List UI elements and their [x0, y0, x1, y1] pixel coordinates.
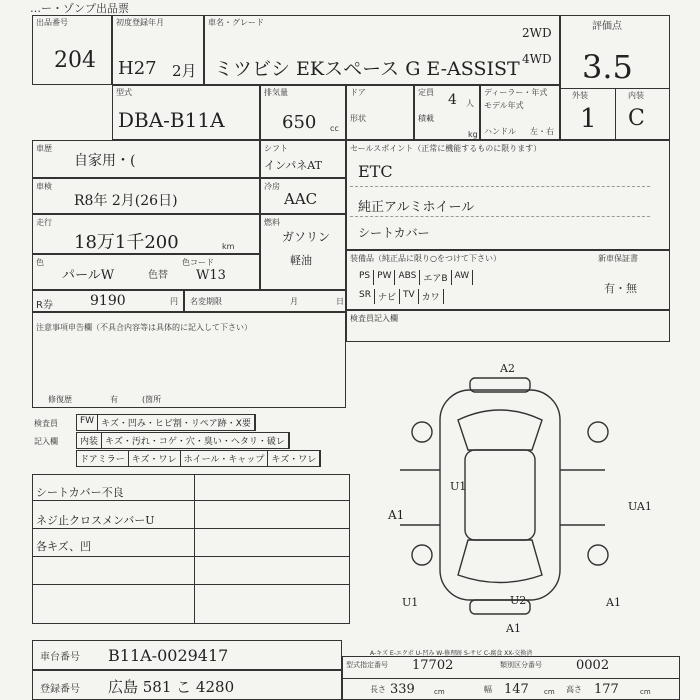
selling-item-2: 純正アルミホイール: [358, 200, 475, 215]
inspector-mirror-items: キズ・ワレ: [129, 451, 181, 466]
equip-leather: カワ: [419, 289, 444, 304]
aircon-value: AAC: [284, 190, 318, 208]
first-reg-month: 2月: [172, 62, 197, 80]
cert-value: 17702: [412, 658, 454, 673]
shape-label: 形状: [350, 114, 366, 123]
equip-navi: ナビ: [375, 289, 400, 304]
comment-2: ネジ止クロスメンバーU: [36, 514, 155, 527]
damage-legend: A-キズ E-エクボ U-凹み W-修理跡 S-サビ C-腐食 XX-交換済: [370, 650, 533, 657]
fuel-value: ガソリン: [282, 230, 331, 244]
mark-u1-door: U1: [450, 480, 467, 493]
dealer-label: ディーラー・年式: [484, 88, 548, 97]
inspector-fw: FW: [77, 415, 98, 430]
inspection-label: 車検: [36, 182, 52, 191]
warranty-value: 有・無: [604, 282, 637, 295]
width-value: 147: [504, 682, 529, 697]
length-label: 長さ: [370, 685, 386, 694]
comment-3: 各キズ、凹: [36, 540, 92, 553]
type-label: 型式: [116, 88, 132, 97]
width-label: 幅: [484, 685, 492, 694]
color-label: 色: [36, 258, 44, 267]
cert-label: 型式指定番号: [346, 661, 388, 669]
wheel-fl: [412, 422, 432, 442]
length-value: 339: [390, 682, 415, 697]
type-value: DBA-B11A: [118, 108, 225, 132]
exterior-label: 外装: [572, 91, 588, 100]
height-label: 高さ: [566, 685, 582, 694]
mark-a2: A2: [500, 362, 515, 375]
inspector-fw-items: キズ・凹み・ヒビ割・リペア跡・X要: [98, 415, 255, 430]
drive-4wd: 4WD: [522, 52, 552, 66]
registration-value: 広島 581 こ 4280: [108, 678, 235, 696]
equipment-row-1: [356, 270, 473, 285]
inspector-interior: 内装: [77, 433, 102, 448]
displacement-label: 排気量: [264, 88, 288, 97]
registration-label: 登録番号: [40, 684, 80, 695]
inspector-row-3: [76, 450, 321, 467]
model-name: ミツビシ EKスペース G E-ASSIST: [214, 58, 520, 80]
width-unit: cm: [544, 688, 555, 696]
mark-u2: U2: [510, 594, 527, 607]
usage-value: 自家用・(: [74, 153, 136, 169]
height-value: 177: [594, 682, 619, 697]
wheel-rr: [588, 545, 608, 565]
inspector-label-2: 記入欄: [34, 437, 58, 446]
equip-airbag: エアB: [420, 270, 451, 285]
mark-a1-rear-right: A1: [606, 596, 621, 609]
mark-ua1-right: UA1: [628, 500, 652, 513]
repair-place: (箇所: [142, 395, 162, 404]
equip-ps: PS: [356, 270, 374, 285]
load-label: 積載: [418, 114, 434, 123]
handle-label: ハンドル: [484, 127, 516, 136]
equip-sr: SR: [356, 289, 375, 304]
load-unit: kg: [468, 130, 478, 139]
comment-1: シートカバー不良: [36, 486, 124, 499]
name-change-month: 月: [290, 297, 298, 306]
color-value: パールW: [62, 268, 115, 283]
wheel-fr: [588, 422, 608, 442]
displacement-value: 650: [282, 112, 317, 133]
model-year-label: モデル年式: [484, 101, 524, 110]
notes-label: 注意事項申告欄（不具合内容等は具体的に記入して下さい）: [36, 323, 252, 332]
inspector-row-1: [76, 414, 256, 431]
color-code: W13: [196, 268, 226, 283]
shift-value: インパネAT: [264, 159, 322, 172]
score-value: 3.5: [582, 48, 633, 86]
mileage-label: 走行: [36, 218, 52, 227]
color-code-label: 色コード: [182, 258, 214, 267]
selling-item-1: ETC: [358, 162, 393, 181]
interior-score: C: [628, 106, 645, 131]
class-value: 0002: [576, 658, 610, 673]
height-unit: cm: [640, 688, 651, 696]
inspector-mirror: ドアミラー: [77, 451, 129, 466]
color-change-label: 色替: [148, 270, 168, 281]
mark-a1-left: A1: [388, 508, 405, 522]
inspection-value: R8年 2月(26日): [74, 193, 178, 209]
usage-label: 車歴: [36, 144, 52, 153]
interior-label: 内装: [628, 91, 644, 100]
warranty-label: 新車保証書: [598, 254, 638, 263]
chassis-label: 車台番号: [40, 652, 80, 663]
chassis-value: B11A-0029417: [108, 646, 229, 665]
car-windshield: [458, 410, 542, 450]
inspector-wheel: ホイール・キャップ: [181, 451, 269, 466]
mileage-unit: km: [222, 242, 235, 251]
exterior-score: 1: [580, 104, 597, 134]
auction-title: …ー・ゾンプ出品票: [30, 2, 129, 15]
displacement-unit: cc: [330, 124, 339, 133]
inspector-wheel-items: キズ・ワレ: [268, 451, 320, 466]
equip-pw: PW: [374, 270, 395, 285]
capacity-label: 定員: [418, 88, 434, 97]
recycle-label: R券: [36, 300, 53, 311]
car-roof: [465, 450, 535, 540]
car-rear-glass: [458, 540, 542, 583]
name-change-day: 日: [336, 297, 344, 306]
lot-number: 204: [54, 48, 96, 73]
equipment-row-2: [356, 289, 444, 304]
class-label: 類別区分番号: [500, 661, 542, 669]
repair-label: 修復歴: [48, 395, 72, 404]
fuel-alt: 軽油: [290, 254, 312, 267]
first-reg-year: H27: [118, 58, 157, 79]
drive-2wd: 2WD: [522, 26, 552, 40]
mark-u1-rear: U1: [402, 596, 419, 609]
first-reg-label: 初度登録年月: [116, 18, 164, 27]
inspector-row-2: [76, 432, 290, 449]
wheel-rl: [412, 545, 432, 565]
selling-label: セールスポイント（正常に機能するものに限ります）: [350, 144, 542, 153]
capacity-unit: 人: [466, 99, 474, 108]
model-label: 車名・グレード: [208, 18, 264, 27]
score-label: 評価点: [592, 21, 622, 32]
owner-input-label: 検査員記入欄: [350, 314, 398, 323]
selling-item-3: シートカバー: [358, 226, 430, 240]
equip-aw: AW: [452, 270, 474, 285]
mileage-value: 18万1千200: [74, 232, 179, 253]
repair-value: 有: [110, 395, 118, 404]
recycle-unit: 円: [170, 297, 178, 306]
equipment-label: 装備品（純正品に限り○をつけて下さい）: [350, 254, 501, 263]
shift-label: シフト: [264, 144, 288, 153]
capacity-value: 4: [448, 92, 457, 108]
door-label: ドア: [350, 88, 366, 97]
lot-label: 出品番号: [36, 18, 68, 27]
usage-box: [32, 140, 260, 178]
mark-a1-rear: A1: [506, 622, 521, 635]
recycle-value: 9190: [90, 293, 126, 309]
inspector-interior-items: キズ・汚れ・コゲ・穴・臭い・ヘタリ・破レ: [102, 433, 289, 448]
fuel-label: 燃料: [264, 218, 280, 227]
length-unit: cm: [434, 688, 445, 696]
inspector-label-1: 検査員: [34, 419, 58, 428]
handle-value: 左・右: [530, 127, 554, 136]
aircon-label: 冷房: [264, 182, 280, 191]
name-change-label: 名変期限: [190, 297, 222, 306]
equip-tv: TV: [400, 289, 419, 304]
equip-abs: ABS: [395, 270, 420, 285]
damage-diagram: [380, 360, 640, 630]
